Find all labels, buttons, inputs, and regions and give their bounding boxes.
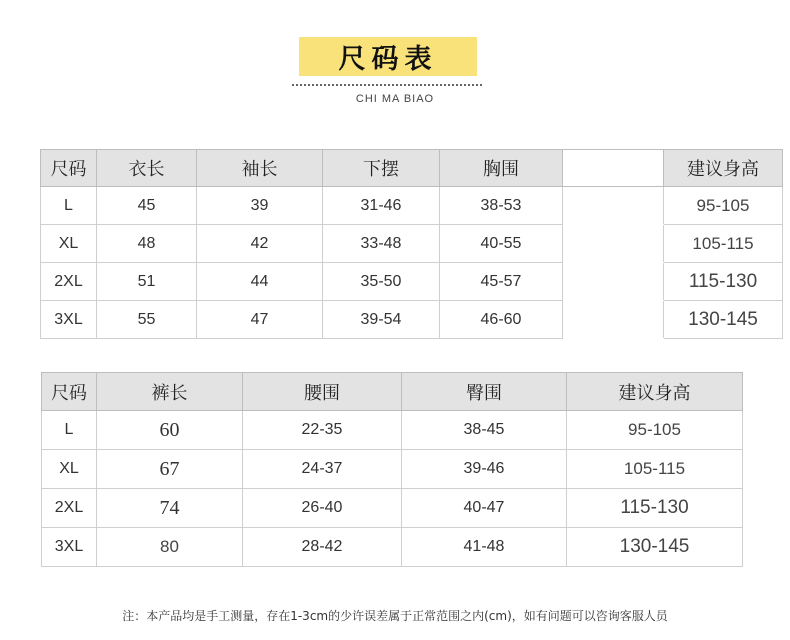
table-cell: 105-115 (664, 225, 783, 263)
table-header-row (42, 373, 743, 411)
header-cell: 衣长 (97, 150, 197, 187)
table-cell: 47 (197, 301, 323, 339)
table-cell: 95-105 (567, 411, 743, 450)
table-cell: 74 (97, 489, 243, 528)
table-cell: 48 (97, 225, 197, 263)
table-cell: 28-42 (243, 528, 402, 567)
footer-note: 注：本产品均是手工测量，存在1-3cm的少许误差属于正常范围之内(cm)，如有问题可以咨询客服人员 (122, 609, 668, 623)
table-cell: 22-35 (243, 411, 402, 450)
table-cell: 24-37 (243, 450, 402, 489)
header-cell: 尺码 (42, 373, 97, 411)
table-cell: 3XL (42, 528, 97, 567)
header-cell: 尺码 (41, 150, 97, 187)
header-cell: 下摆 (323, 150, 440, 187)
table-cell: 60 (97, 411, 243, 450)
table-cell: 67 (97, 450, 243, 489)
header-cell: 胸围 (440, 150, 563, 187)
table-header-row (41, 150, 783, 187)
table-cell-blank (563, 225, 664, 263)
table-cell: 55 (97, 301, 197, 339)
table-cell: 46-60 (440, 301, 563, 339)
page-subtitle: CHI MA BIAO (355, 93, 435, 105)
table-cell: L (41, 187, 97, 225)
table-row (42, 411, 743, 450)
table-row (42, 528, 743, 567)
table-cell: 115-130 (664, 263, 783, 301)
table-cell: XL (42, 450, 97, 489)
table-cell: 26-40 (243, 489, 402, 528)
header-cell: 臀围 (402, 373, 567, 411)
table-cell: 45 (97, 187, 197, 225)
table-cell: 2XL (42, 489, 97, 528)
table-cell: 39-46 (402, 450, 567, 489)
page-title: 尺码表 (338, 44, 438, 75)
bottom-size-table (41, 372, 743, 567)
table-cell: 115-130 (567, 489, 743, 528)
table-row (42, 489, 743, 528)
table-cell: 31-46 (323, 187, 440, 225)
title-section (0, 0, 790, 110)
table-cell: 39-54 (323, 301, 440, 339)
table-row (42, 450, 743, 489)
table-cell-blank (563, 301, 664, 339)
table-cell: 33-48 (323, 225, 440, 263)
header-cell: 裤长 (97, 373, 243, 411)
table-cell: 95-105 (664, 187, 783, 225)
table-cell: 40-47 (402, 489, 567, 528)
title-divider (292, 84, 482, 86)
table-cell: 38-45 (402, 411, 567, 450)
table-cell-blank (563, 187, 664, 225)
title-banner (299, 37, 477, 76)
table-cell: L (42, 411, 97, 450)
table-cell: 2XL (41, 263, 97, 301)
table-cell: 35-50 (323, 263, 440, 301)
table-cell: 105-115 (567, 450, 743, 489)
table-cell: 3XL (41, 301, 97, 339)
table-cell: 130-145 (664, 301, 783, 339)
top-size-table (40, 149, 783, 339)
table-cell: 44 (197, 263, 323, 301)
table-row (41, 301, 783, 339)
table-cell: 45-57 (440, 263, 563, 301)
header-cell: 腰围 (243, 373, 402, 411)
header-cell: 建议身高 (567, 373, 743, 411)
table-cell-blank (563, 263, 664, 301)
table-cell: 41-48 (402, 528, 567, 567)
table-row (41, 187, 783, 225)
table-cell: 80 (97, 528, 243, 567)
table-cell: 42 (197, 225, 323, 263)
table-cell: 130-145 (567, 528, 743, 567)
header-cell: 建议身高 (664, 150, 783, 187)
header-cell-blank (563, 150, 664, 187)
table-cell: 51 (97, 263, 197, 301)
table-cell: XL (41, 225, 97, 263)
table-cell: 38-53 (440, 187, 563, 225)
table-cell: 40-55 (440, 225, 563, 263)
header-cell: 袖长 (197, 150, 323, 187)
table-row (41, 225, 783, 263)
table-cell: 39 (197, 187, 323, 225)
table-row (41, 263, 783, 301)
